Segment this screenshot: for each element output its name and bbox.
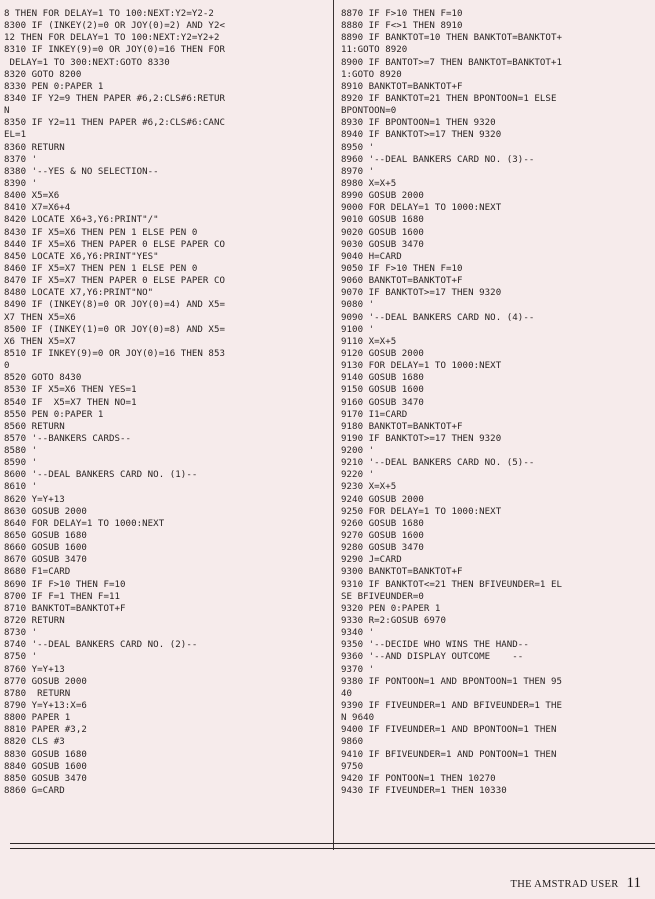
code-line: 8550 PEN 0:PAPER 1 (4, 409, 104, 420)
code-line: 8400 X5=X6 (4, 191, 60, 202)
code-line: 9270 GOSUB 1600 (341, 531, 424, 542)
code-line: 8800 PAPER 1 (4, 713, 71, 724)
code-line: 8570 '--BANKERS CARDS-- (4, 433, 132, 444)
code-line: 8820 CLS #3 (4, 737, 65, 748)
code-line: 8910 BANKTOT=BANKTOT+F (341, 81, 463, 92)
code-line: 8690 IF F>10 THEN F=10 (4, 579, 126, 590)
code-line: 9430 IF FIVEUNDER=1 THEN 10330 (341, 786, 507, 796)
footer-rule-top (10, 843, 655, 844)
code-line: 9250 FOR DELAY=1 TO 1000:NEXT (341, 506, 502, 517)
code-line: N 9640 (341, 713, 375, 724)
code-line: 8640 FOR DELAY=1 TO 1000:NEXT (4, 518, 165, 529)
code-line: 8860 G=CARD (4, 786, 65, 796)
code-line: X6 THEN X5=X7 (4, 336, 76, 347)
code-line: 8840 GOSUB 1600 (4, 761, 87, 772)
code-line: 11:GOTO 8920 (341, 45, 408, 56)
code-line: 9260 GOSUB 1680 (341, 518, 424, 529)
code-line: N (4, 106, 10, 117)
column-divider (333, 0, 334, 850)
code-line: 8390 ' (4, 178, 38, 189)
code-line: 40 (341, 688, 353, 699)
code-line: 8990 GOSUB 2000 (341, 191, 424, 202)
code-line: X7 THEN X5=X6 (4, 312, 76, 323)
code-line: 8300 IF (INKEY(2)=0 OR JOY(0)=2) AND Y2< (4, 21, 225, 32)
code-line: 8660 GOSUB 1600 (4, 543, 87, 554)
code-line: 8950 ' (341, 142, 375, 153)
code-line: 8500 IF (INKEY(1)=0 OR JOY(0)=8) AND X5= (4, 324, 225, 335)
code-line: 9010 GOSUB 1680 (341, 215, 424, 226)
code-line: 8360 RETURN (4, 142, 65, 153)
code-line: 9070 IF BANKTOT>=17 THEN 9320 (341, 288, 502, 299)
code-line: 8850 GOSUB 3470 (4, 773, 87, 784)
code-line: 8580 ' (4, 446, 38, 457)
code-line: 9090 '--DEAL BANKERS CARD NO. (4)-- (341, 312, 535, 323)
code-line: BPONTOON=0 (341, 106, 397, 117)
code-line: 9340 ' (341, 628, 375, 639)
code-line: 8970 ' (341, 166, 375, 177)
code-line: 8730 ' (4, 628, 38, 639)
code-line: 9220 ' (341, 470, 375, 481)
code-line: 8470 IF X5=X7 THEN PAPER 0 ELSE PAPER CO (4, 276, 225, 287)
code-line: 9360 '--AND DISPLAY OUTCOME -- (341, 652, 524, 663)
code-line: 9130 FOR DELAY=1 TO 1000:NEXT (341, 361, 502, 372)
code-line: 9380 IF PONTOON=1 AND BPONTOON=1 THEN 95 (341, 676, 562, 687)
code-line: 9150 GOSUB 1600 (341, 385, 424, 396)
code-line: EL=1 (4, 130, 27, 141)
code-line: 8900 IF BANTOT>=7 THEN BANKTOT=BANKTOT+1 (341, 57, 562, 68)
code-line: 9210 '--DEAL BANKERS CARD NO. (5)-- (341, 458, 535, 469)
code-line: 9860 (341, 737, 364, 748)
code-line: 9300 BANKTOT=BANKTOT+F (341, 567, 463, 578)
code-line: 8350 IF Y2=11 THEN PAPER #6,2:CLS#6:CANC (4, 118, 225, 129)
code-line: 8410 X7=X6+4 (4, 203, 71, 214)
code-line: 8980 X=X+5 (341, 178, 397, 189)
code-line: 8480 LOCATE X7,Y6:PRINT"NO" (4, 288, 154, 299)
code-line: 8560 RETURN (4, 421, 65, 432)
code-line: 9390 IF FIVEUNDER=1 AND BFIVEUNDER=1 THE (341, 701, 562, 712)
code-line: 8680 F1=CARD (4, 567, 71, 578)
code-line: 8530 IF X5=X6 THEN YES=1 (4, 385, 137, 396)
code-line: 9350 '--DECIDE WHO WINS THE HAND-- (341, 640, 529, 651)
code-line: 9290 J=CARD (341, 555, 402, 566)
code-line: 8930 IF BPONTOON=1 THEN 9320 (341, 118, 496, 129)
code-line: 9750 (341, 761, 364, 772)
code-line: 9040 H=CARD (341, 251, 402, 262)
code-line: 8330 PEN 0:PAPER 1 (4, 81, 104, 92)
code-line: 8920 IF BANKTOT=21 THEN BPONTOON=1 ELSE (341, 93, 557, 104)
code-line: 8810 PAPER #3,2 (4, 725, 87, 736)
code-line: 9060 BANKTOT=BANKTOT+F (341, 276, 463, 287)
code-line: 8380 '--YES & NO SELECTION-- (4, 166, 159, 177)
code-line: 9370 ' (341, 664, 375, 675)
code-line: DELAY=1 TO 300:NEXT:GOTO 8330 (4, 57, 170, 68)
code-line: 8770 GOSUB 2000 (4, 676, 87, 687)
code-line: 8460 IF X5=X7 THEN PEN 1 ELSE PEN 0 (4, 263, 198, 274)
code-line: 8670 GOSUB 3470 (4, 555, 87, 566)
code-line: 8540 IF X5=X7 THEN NO=1 (4, 397, 137, 408)
code-line: 8310 IF INKEY(9)=0 OR JOY(0)=16 THEN FOR (4, 45, 225, 56)
code-line: 9410 IF BFIVEUNDER=1 AND PONTOON=1 THEN (341, 749, 557, 760)
code-line: 8780 RETURN (4, 688, 71, 699)
code-line: 8720 RETURN (4, 616, 65, 627)
listing-column-right (341, 8, 653, 797)
code-line: 8710 BANKTOT=BANKTOT+F (4, 603, 126, 614)
code-line: 9200 ' (341, 446, 375, 457)
code-line: 9180 BANKTOT=BANKTOT+F (341, 421, 463, 432)
code-line: 9310 IF BANKTOT<=21 THEN BFIVEUNDER=1 EL (341, 579, 562, 590)
code-line: 9120 GOSUB 2000 (341, 348, 424, 359)
code-line: 9400 IF FIVEUNDER=1 AND BPONTOON=1 THEN (341, 725, 557, 736)
code-line: 8940 IF BANKTOT>=17 THEN 9320 (341, 130, 502, 141)
code-line: 8440 IF X5=X6 THEN PAPER 0 ELSE PAPER CO (4, 239, 225, 250)
code-line: 9100 ' (341, 324, 375, 335)
code-line: 8650 GOSUB 1680 (4, 531, 87, 542)
code-line: 9030 GOSUB 3470 (341, 239, 424, 250)
code-line: 8370 ' (4, 154, 38, 165)
code-line: 9050 IF F>10 THEN F=10 (341, 263, 463, 274)
code-line: 8520 GOTO 8430 (4, 373, 82, 384)
code-line: 8610 ' (4, 482, 38, 493)
footer-rule-bottom (10, 848, 655, 849)
code-line: 9020 GOSUB 1600 (341, 227, 424, 238)
code-line: 8490 IF (INKEY(8)=0 OR JOY(0)=4) AND X5= (4, 300, 225, 311)
code-line: 8760 Y=Y+13 (4, 664, 65, 675)
code-line: 8830 GOSUB 1680 (4, 749, 87, 760)
code-line: 0 (4, 361, 10, 372)
code-line: 9330 R=2:GOSUB 6970 (341, 616, 446, 627)
code-line: 8420 LOCATE X6+3,Y6:PRINT"/" (4, 215, 159, 226)
code-line: 9110 X=X+5 (341, 336, 397, 347)
code-line: 8630 GOSUB 2000 (4, 506, 87, 517)
code-line: 8620 Y=Y+13 (4, 494, 65, 505)
code-line: 8450 LOCATE X6,Y6:PRINT"YES" (4, 251, 159, 262)
code-line: 9000 FOR DELAY=1 TO 1000:NEXT (341, 203, 502, 214)
code-line: 8340 IF Y2=9 THEN PAPER #6,2:CLS#6:RETUR (4, 93, 225, 104)
code-line: 8590 ' (4, 458, 38, 469)
code-line: 8 THEN FOR DELAY=1 TO 100:NEXT:Y2=Y2-2 (4, 9, 214, 19)
code-line: 8890 IF BANKTOT=10 THEN BANKTOT=BANKTOT+ (341, 33, 562, 44)
code-line: 9230 X=X+5 (341, 482, 397, 493)
code-line: 8700 IF F=1 THEN F=11 (4, 591, 121, 602)
magazine-name: THE AMSTRAD USER (510, 879, 619, 890)
code-line: 1:GOTO 8920 (341, 69, 402, 80)
page-footer (510, 874, 641, 892)
code-line: 8960 '--DEAL BANKERS CARD NO. (3)-- (341, 154, 535, 165)
page-number: 11 (626, 875, 641, 891)
code-line: 8510 IF INKEY(9)=0 OR JOY(0)=16 THEN 853 (4, 348, 225, 359)
code-line: 8750 ' (4, 652, 38, 663)
listing-column-left (4, 8, 326, 797)
code-line: 9170 I1=CARD (341, 409, 408, 420)
code-line: 8740 '--DEAL BANKERS CARD NO. (2)-- (4, 640, 198, 651)
code-line: 8600 '--DEAL BANKERS CARD NO. (1)-- (4, 470, 198, 481)
code-line: 9320 PEN 0:PAPER 1 (341, 603, 441, 614)
code-line: 9190 IF BANKTOT>=17 THEN 9320 (341, 433, 502, 444)
code-line: 8880 IF F<>1 THEN 8910 (341, 21, 463, 32)
code-line: 8430 IF X5=X6 THEN PEN 1 ELSE PEN 0 (4, 227, 198, 238)
code-line: 9240 GOSUB 2000 (341, 494, 424, 505)
code-line: 9420 IF PONTOON=1 THEN 10270 (341, 773, 496, 784)
code-line: 8790 Y=Y+13:X=6 (4, 701, 87, 712)
code-line: 9280 GOSUB 3470 (341, 543, 424, 554)
code-line: 8870 IF F>10 THEN F=10 (341, 9, 463, 19)
code-line: 12 THEN FOR DELAY=1 TO 100:NEXT:Y2=Y2+2 (4, 33, 220, 44)
code-line: 9080 ' (341, 300, 375, 311)
code-line: 9160 GOSUB 3470 (341, 397, 424, 408)
code-line: 8320 GOTO 8200 (4, 69, 82, 80)
code-line: SE BFIVEUNDER=0 (341, 591, 424, 602)
code-line: 9140 GOSUB 1680 (341, 373, 424, 384)
